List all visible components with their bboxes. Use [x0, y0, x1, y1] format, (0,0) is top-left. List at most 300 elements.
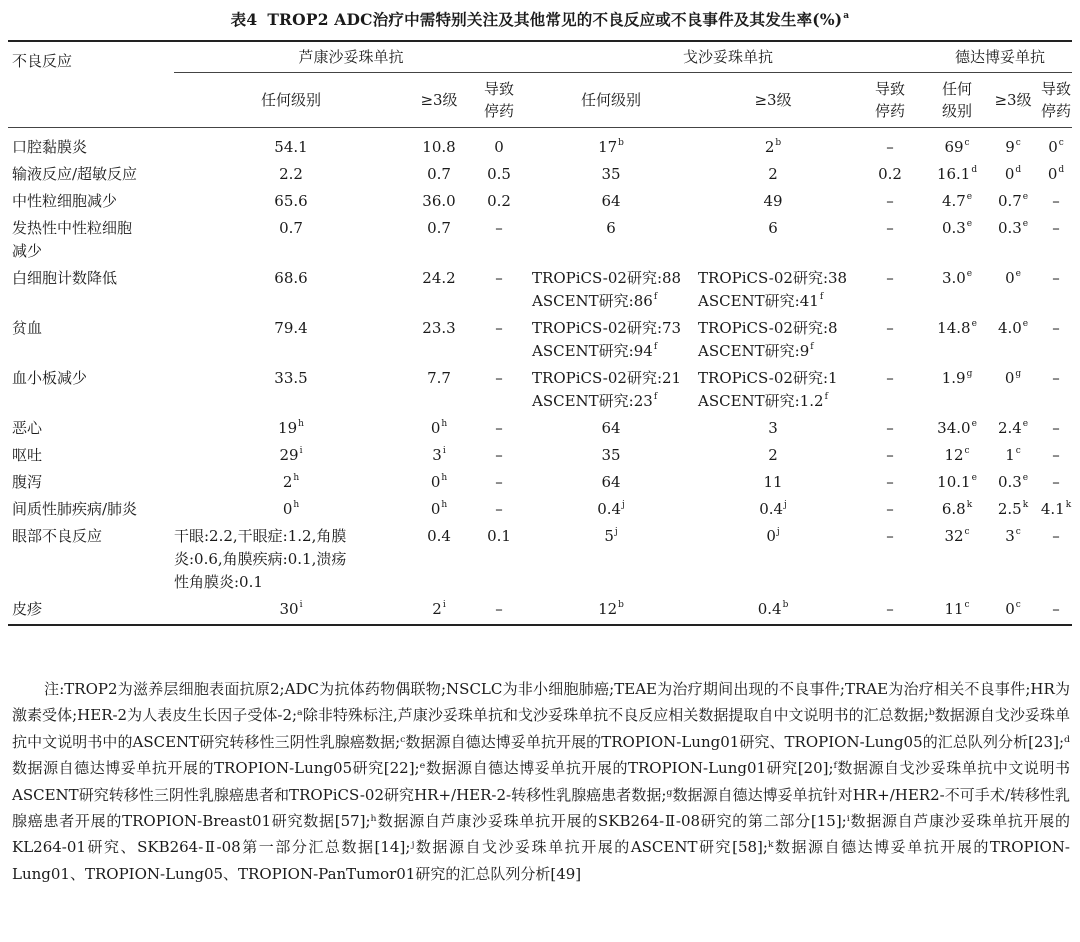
cell-value: 0: [1005, 269, 1015, 287]
adverse-reaction-name: 血小板减少: [12, 369, 88, 387]
cell-lukang-any: [174, 159, 408, 186]
column-header-grade3: ≥3级: [694, 73, 852, 128]
cell-value: –: [495, 219, 503, 237]
footnote-mark: i: [442, 446, 446, 456]
cell-dedabo-any: [928, 213, 986, 263]
cell-lukang-g3: [408, 186, 470, 213]
cell-dedabo-g3: [986, 467, 1040, 494]
adverse-reaction-name: 眼部不良反应: [12, 527, 103, 545]
cell-lukang-any: [174, 467, 408, 494]
cell-dedabo-stop: [1040, 413, 1072, 440]
table-row: [8, 128, 1072, 160]
cell-value: 0: [766, 527, 776, 545]
cell-value: 5: [604, 527, 614, 545]
cell-value: –: [1052, 319, 1060, 337]
cell-lukang-any: [174, 213, 408, 263]
cell-value: –: [495, 600, 503, 618]
footnote-mark: c: [964, 527, 970, 537]
cell-value: 0: [430, 500, 441, 518]
footnote-mark: e: [971, 419, 977, 429]
cell-value: 0: [494, 138, 504, 156]
footnote-mark: j: [776, 527, 780, 537]
cell-lukang-g3: [408, 313, 470, 363]
cell-dedabo-g3: [986, 521, 1040, 594]
cell-value: –: [1052, 527, 1060, 545]
footnote-mark: e: [966, 219, 973, 229]
footnote-mark: h: [298, 419, 304, 429]
table-row: [8, 440, 1072, 467]
cell-dedabo-stop: [1040, 594, 1072, 625]
cell-value: 0: [430, 473, 441, 491]
cell-value: 64: [601, 192, 621, 210]
cell-value: –: [495, 446, 503, 464]
footnote-mark: j: [622, 500, 625, 510]
cell-value: 64: [601, 473, 621, 491]
footnote-mark: b: [618, 600, 624, 610]
cell-lukang-stop: [470, 313, 528, 363]
cell-value: 10.1: [937, 473, 971, 491]
cell-value: 65.6: [274, 192, 308, 210]
footnote-mark: c: [964, 446, 970, 456]
cell-dedabo-any: [928, 363, 986, 413]
cell-gosha-stop: [852, 128, 928, 160]
cell-lukang-stop: [470, 594, 528, 625]
cell-dedabo-any: [928, 594, 986, 625]
cell-gosha-g3: [694, 440, 852, 467]
cell-dedabo-stop: [1040, 521, 1072, 594]
cell-value: 9: [1005, 138, 1015, 156]
cell-value: 2: [432, 600, 442, 618]
cell-gosha-stop: [852, 467, 928, 494]
cell-value: 0.4: [427, 527, 451, 545]
cell-dedabo-stop: [1040, 363, 1072, 413]
footnote-mark: h: [441, 419, 448, 429]
cell-value: 0.7: [427, 219, 451, 237]
cell-dedabo-stop: [1040, 213, 1072, 263]
cell-gosha-any: [528, 159, 694, 186]
cell-value: –: [886, 219, 894, 237]
footnote-mark: e: [1022, 473, 1029, 483]
table-title: TROP2 ADC治疗中需特别关注及其他常见的不良反应或不良事件及其发生率(%): [267, 10, 843, 29]
cell-value: 68.6: [274, 269, 308, 287]
cell-lukang-stop: [470, 494, 528, 521]
footnote-mark: e: [966, 269, 973, 279]
cell-lukang-any: [174, 521, 408, 594]
cell-dedabo-any: [928, 313, 986, 363]
cell-dedabo-any: [928, 440, 986, 467]
cell-value: 11: [944, 600, 964, 618]
cell-gosha-any: [528, 128, 694, 160]
cell-value: –: [886, 600, 894, 618]
footnote-mark: c: [1015, 600, 1021, 610]
cell-gosha-stop: [852, 313, 928, 363]
cell-dedabo-stop: [1040, 467, 1072, 494]
column-header-discontinue: 导致 停药: [852, 73, 928, 128]
cell-value: –: [886, 527, 894, 545]
cell-dedabo-stop: [1040, 313, 1072, 363]
cell-value: TROPiCS-02研究:88 ASCENT研究:86: [532, 269, 682, 310]
cell-value: –: [1052, 419, 1060, 437]
cell-value: 4.7: [941, 192, 966, 210]
column-header-discontinue: 导致 停药: [470, 73, 528, 128]
cell-lukang-any: [174, 128, 408, 160]
footnote-mark: e: [1022, 219, 1029, 229]
table-row: [8, 263, 1072, 313]
cell-dedabo-any: [928, 159, 986, 186]
cell-value: TROPiCS-02研究:1 ASCENT研究:1.2: [698, 369, 838, 410]
cell-lukang-any: [174, 594, 408, 625]
footnote-mark: e: [1015, 269, 1021, 279]
cell-gosha-stop: [852, 413, 928, 440]
cell-gosha-any: [528, 413, 694, 440]
cell-value: 33.5: [274, 369, 308, 387]
cell-value: –: [1052, 600, 1060, 618]
cell-dedabo-g3: [986, 263, 1040, 313]
cell-lukang-stop: [470, 467, 528, 494]
cell-lukang-g3: [408, 594, 470, 625]
footnote-mark: f: [653, 392, 658, 402]
cell-lukang-stop: [470, 363, 528, 413]
table-caption: [0, 8, 1080, 30]
cell-value: –: [886, 446, 894, 464]
cell-value: 2.4: [997, 419, 1022, 437]
cell-value: –: [886, 473, 894, 491]
table-row: [8, 594, 1072, 625]
cell-value: 2: [282, 473, 293, 491]
footnote-mark: i: [299, 446, 303, 456]
cell-value: TROPiCS-02研究:38 ASCENT研究:41: [698, 269, 848, 310]
cell-gosha-g3: [694, 594, 852, 625]
footnote-mark: h: [441, 473, 448, 483]
cell-value: 0: [1005, 600, 1015, 618]
cell-gosha-g3: [694, 186, 852, 213]
cell-gosha-stop: [852, 521, 928, 594]
cell-lukang-any: [174, 440, 408, 467]
cell-value: –: [886, 192, 894, 210]
table-row: [8, 186, 1072, 213]
cell-gosha-g3: [694, 213, 852, 263]
adverse-reaction-name: 间质性肺疾病/肺炎: [12, 500, 138, 518]
cell-dedabo-g3: [986, 159, 1040, 186]
cell-value: –: [1052, 219, 1060, 237]
cell-lukang-stop: [470, 521, 528, 594]
footnote-mark: j: [614, 527, 618, 537]
adverse-reaction-name: 口腔黏膜炎: [12, 138, 88, 156]
cell-value: –: [495, 269, 503, 287]
cell-dedabo-any: [928, 467, 986, 494]
footnote-mark: c: [964, 600, 970, 610]
cell-dedabo-g3: [986, 363, 1040, 413]
adverse-reaction-name: 腹泻: [12, 473, 43, 491]
table-number: 表4: [230, 10, 258, 29]
cell-value: –: [1052, 446, 1060, 464]
cell-value: 0.4: [757, 600, 782, 618]
footnote-mark: h: [293, 500, 300, 510]
cell-gosha-stop: [852, 263, 928, 313]
cell-gosha-stop: [852, 213, 928, 263]
cell-lukang-any: [174, 186, 408, 213]
cell-gosha-stop: [852, 159, 928, 186]
cell-lukang-stop: [470, 413, 528, 440]
cell-value: –: [886, 319, 894, 337]
cell-lukang-stop: [470, 263, 528, 313]
cell-lukang-g3: [408, 363, 470, 413]
column-header-any-grade: 任何级别: [174, 73, 408, 128]
cell-lukang-g3: [408, 213, 470, 263]
column-group-drug-3: 德达博妥单抗: [928, 41, 1072, 73]
cell-lukang-any: [174, 494, 408, 521]
cell-value: 23.3: [422, 319, 456, 337]
cell-gosha-stop: [852, 494, 928, 521]
cell-lukang-g3: [408, 159, 470, 186]
cell-value: 3.0: [941, 269, 966, 287]
cell-gosha-stop: [852, 186, 928, 213]
cell-lukang-any: [174, 363, 408, 413]
cell-dedabo-any: [928, 521, 986, 594]
cell-value: 干眼:2.2,干眼症:1.2,角膜 炎:0.6,角膜疾病:0.1,溃疡 性角膜炎:0.1: [174, 527, 347, 591]
cell-dedabo-any: [928, 494, 986, 521]
footnote-mark: c: [1058, 138, 1064, 148]
footnote-mark: g: [966, 369, 973, 379]
cell-gosha-g3: [694, 159, 852, 186]
cell-gosha-any: [528, 313, 694, 363]
cell-value: 10.8: [422, 138, 456, 156]
cell-value: –: [1052, 269, 1060, 287]
cell-value: 11: [763, 473, 783, 491]
footnote-mark: g: [1015, 369, 1022, 379]
cell-value: 0.7: [427, 165, 451, 183]
table-row: [8, 467, 1072, 494]
cell-lukang-any: [174, 413, 408, 440]
cell-value: 2: [768, 165, 778, 183]
cell-value: TROPiCS-02研究:73 ASCENT研究:94: [532, 319, 682, 360]
cell-gosha-g3: [694, 521, 852, 594]
cell-lukang-g3: [408, 413, 470, 440]
footnote-mark: h: [441, 500, 448, 510]
adverse-reaction-name: 发热性中性粒细胞 减少: [12, 219, 133, 260]
cell-lukang-any: [174, 313, 408, 363]
cell-value: 0: [1048, 138, 1058, 156]
cell-dedabo-any: [928, 263, 986, 313]
column-group-drug-1: 芦康沙妥珠单抗: [174, 41, 528, 73]
column-header-grade3: ≥3级: [408, 73, 470, 128]
cell-value: 2.2: [279, 165, 303, 183]
footnote-mark: e: [971, 319, 977, 329]
cell-value: 0: [430, 419, 441, 437]
cell-value: 14.8: [937, 319, 971, 337]
cell-value: 0: [1047, 165, 1058, 183]
cell-value: 36.0: [422, 192, 456, 210]
cell-value: –: [886, 138, 894, 156]
cell-dedabo-g3: [986, 413, 1040, 440]
cell-gosha-any: [528, 494, 694, 521]
cell-value: 0.4: [759, 500, 784, 518]
cell-value: –: [1052, 369, 1060, 387]
cell-value: 0.3: [997, 473, 1022, 491]
cell-value: 3: [432, 446, 442, 464]
cell-lukang-stop: [470, 213, 528, 263]
cell-lukang-g3: [408, 467, 470, 494]
cell-gosha-stop: [852, 363, 928, 413]
cell-gosha-g3: [694, 363, 852, 413]
footnote-mark: j: [784, 500, 787, 510]
cell-value: 4.0: [997, 319, 1022, 337]
footnote-mark: d: [1058, 165, 1065, 175]
cell-value: –: [495, 319, 503, 337]
cell-value: 34.0: [937, 419, 971, 437]
cell-dedabo-any: [928, 186, 986, 213]
cell-value: 4.1: [1040, 500, 1065, 518]
cell-gosha-any: [528, 186, 694, 213]
cell-value: 0: [282, 500, 293, 518]
cell-value: 16.1: [936, 165, 971, 183]
footnote-mark: c: [1015, 446, 1021, 456]
cell-value: 6: [768, 219, 778, 237]
cell-value: 49: [763, 192, 783, 210]
cell-dedabo-g3: [986, 186, 1040, 213]
footnote-mark: f: [653, 342, 658, 352]
cell-gosha-any: [528, 521, 694, 594]
cell-value: 54.1: [274, 138, 308, 156]
cell-value: 6: [606, 219, 616, 237]
cell-gosha-g3: [694, 467, 852, 494]
cell-dedabo-any: [928, 413, 986, 440]
cell-value: –: [495, 419, 503, 437]
cell-lukang-any: [174, 263, 408, 313]
cell-value: 0: [1004, 369, 1015, 387]
footnote-mark: b: [618, 138, 624, 148]
footnote-mark: e: [971, 473, 977, 483]
cell-value: 32: [944, 527, 964, 545]
adverse-reaction-name: 皮疹: [12, 600, 43, 618]
table-row: [8, 363, 1072, 413]
cell-value: 0.7: [997, 192, 1022, 210]
adverse-reaction-name: 贫血: [12, 319, 43, 337]
footnote-mark: k: [966, 500, 973, 510]
cell-value: 30: [279, 600, 299, 618]
cell-value: 2.5: [997, 500, 1022, 518]
footnote-mark: f: [653, 292, 658, 302]
cell-gosha-any: [528, 467, 694, 494]
table-row: [8, 494, 1072, 521]
cell-value: 0.5: [487, 165, 511, 183]
cell-gosha-stop: [852, 594, 928, 625]
footnote-mark: e: [1022, 192, 1029, 202]
column-header-discontinue: 导致 停药: [1040, 73, 1072, 128]
cell-lukang-stop: [470, 159, 528, 186]
cell-dedabo-g3: [986, 440, 1040, 467]
cell-gosha-any: [528, 363, 694, 413]
cell-value: –: [886, 369, 894, 387]
footnote-mark: b: [782, 600, 789, 610]
cell-value: 35: [601, 446, 621, 464]
cell-gosha-g3: [694, 263, 852, 313]
adverse-reaction-name: 白细胞计数降低: [12, 269, 118, 287]
cell-lukang-stop: [470, 186, 528, 213]
cell-dedabo-stop: [1040, 494, 1072, 521]
table-footnote: 注:TROP2为滋养层细胞表面抗原2;ADC为抗体药物偶联物;NSCLC为非小细胞肺癌;TEAE为治疗期间出现的不良事件;TRAE为治疗相关不良事件;HR为激素受体;HER-2为人表皮生长因子受体-2;ᵃ除非特殊标注,芦康沙妥珠单抗和戈沙妥珠单抗不良反应相关数据提取自中文说明书的汇总数据;ᵇ数据源自戈沙妥珠单抗中文说明书中的ASCENT研究转移性三阴性乳腺癌数据;ᶜ数据源自德达博妥单抗开展的TROPION-Lung01研究、TROPION-Lung05的汇总队列分析[23];ᵈ数据源自德达博妥单抗开展的TROPION-Lung05研究[22];ᵉ数据源自德达博妥单抗开展的TROPION-Lung01研究[20];ᶠ数据源自戈沙妥珠单抗中文说明书ASCENT研究转移性三阴性乳腺癌患者和TROPiCS-02研究HR+/HER-2-转移性乳腺癌患者数据;ᵍ数据源自德达博妥单抗针对HR+/HER2-不可手术/转移性乳腺癌患者开展的TROPION-Breast01研究数据[57];ʰ数据源自芦康沙妥珠单抗开展的SKB264-Ⅱ-08研究的第二部分[15];ⁱ数据源自芦康沙妥珠单抗开展的KL264-01研究、SKB264-Ⅱ-08第一部分汇总数据[14];ʲ数据源自戈沙妥珠单抗开展的ASCENT研究[58];ᵏ数据源自德达博妥单抗开展的TROPION-Lung01、TROPION-Lung05、TROPION-PanTumor01研究的汇总队列分析[49]: [12, 680, 1070, 883]
footnote-mark: c: [1015, 527, 1021, 537]
cell-value: 0.1: [487, 527, 511, 545]
cell-gosha-any: [528, 213, 694, 263]
cell-gosha-g3: [694, 413, 852, 440]
cell-value: –: [886, 419, 894, 437]
cell-gosha-any: [528, 263, 694, 313]
cell-dedabo-stop: [1040, 128, 1072, 160]
cell-dedabo-g3: [986, 494, 1040, 521]
cell-dedabo-stop: [1040, 440, 1072, 467]
footnote-mark: i: [299, 600, 303, 610]
adverse-events-table: [8, 40, 1072, 626]
footnote-mark: e: [966, 192, 973, 202]
cell-lukang-g3: [408, 128, 470, 160]
column-group-drug-2: 戈沙妥珠单抗: [528, 41, 928, 73]
cell-value: 0.2: [878, 165, 902, 183]
cell-value: TROPiCS-02研究:8 ASCENT研究:9: [698, 319, 838, 360]
cell-value: 2: [768, 446, 778, 464]
cell-value: TROPiCS-02研究:21 ASCENT研究:23: [532, 369, 682, 410]
column-header-any-grade: 任何级别: [528, 73, 694, 128]
cell-value: 0.3: [941, 219, 966, 237]
cell-value: 3: [768, 419, 778, 437]
cell-value: –: [1052, 473, 1060, 491]
table-row: [8, 521, 1072, 594]
footnote-mark: h: [293, 473, 300, 483]
cell-dedabo-g3: [986, 128, 1040, 160]
cell-value: 0.2: [487, 192, 511, 210]
footnote-mark: k: [1022, 500, 1029, 510]
cell-value: 2: [764, 138, 775, 156]
column-header-adverse-reaction: 不良反应: [8, 41, 174, 128]
footnote-mark: f: [824, 392, 828, 402]
adverse-reaction-name: 恶心: [12, 419, 43, 437]
cell-gosha-stop: [852, 440, 928, 467]
adverse-reaction-name: 呕吐: [12, 446, 43, 464]
cell-lukang-g3: [408, 263, 470, 313]
cell-gosha-any: [528, 594, 694, 625]
footnote-mark: f: [810, 342, 814, 352]
cell-value: –: [495, 369, 503, 387]
cell-lukang-g3: [408, 521, 470, 594]
footnote-mark: e: [1022, 419, 1029, 429]
cell-value: 17: [598, 138, 618, 156]
cell-value: 0.3: [997, 219, 1022, 237]
cell-value: 19: [278, 419, 298, 437]
title-footnote-mark: a: [843, 11, 850, 21]
cell-dedabo-g3: [986, 313, 1040, 363]
cell-value: –: [1052, 192, 1060, 210]
footnote-mark: b: [775, 138, 782, 148]
cell-value: 0: [1004, 165, 1015, 183]
footnote-mark: k: [1065, 500, 1072, 510]
cell-value: 12: [598, 600, 618, 618]
footnote-mark: c: [1015, 138, 1021, 148]
cell-value: 6.8: [941, 500, 966, 518]
cell-dedabo-g3: [986, 594, 1040, 625]
cell-gosha-any: [528, 440, 694, 467]
footnote-mark: f: [819, 292, 824, 302]
cell-value: 0.7: [279, 219, 303, 237]
cell-value: 7.7: [427, 369, 451, 387]
cell-dedabo-any: [928, 128, 986, 160]
cell-value: 1: [1005, 446, 1015, 464]
cell-dedabo-g3: [986, 213, 1040, 263]
cell-value: –: [495, 473, 503, 491]
cell-value: 79.4: [274, 319, 308, 337]
cell-value: 24.2: [422, 269, 456, 287]
cell-lukang-g3: [408, 494, 470, 521]
footnote-mark: c: [964, 138, 970, 148]
